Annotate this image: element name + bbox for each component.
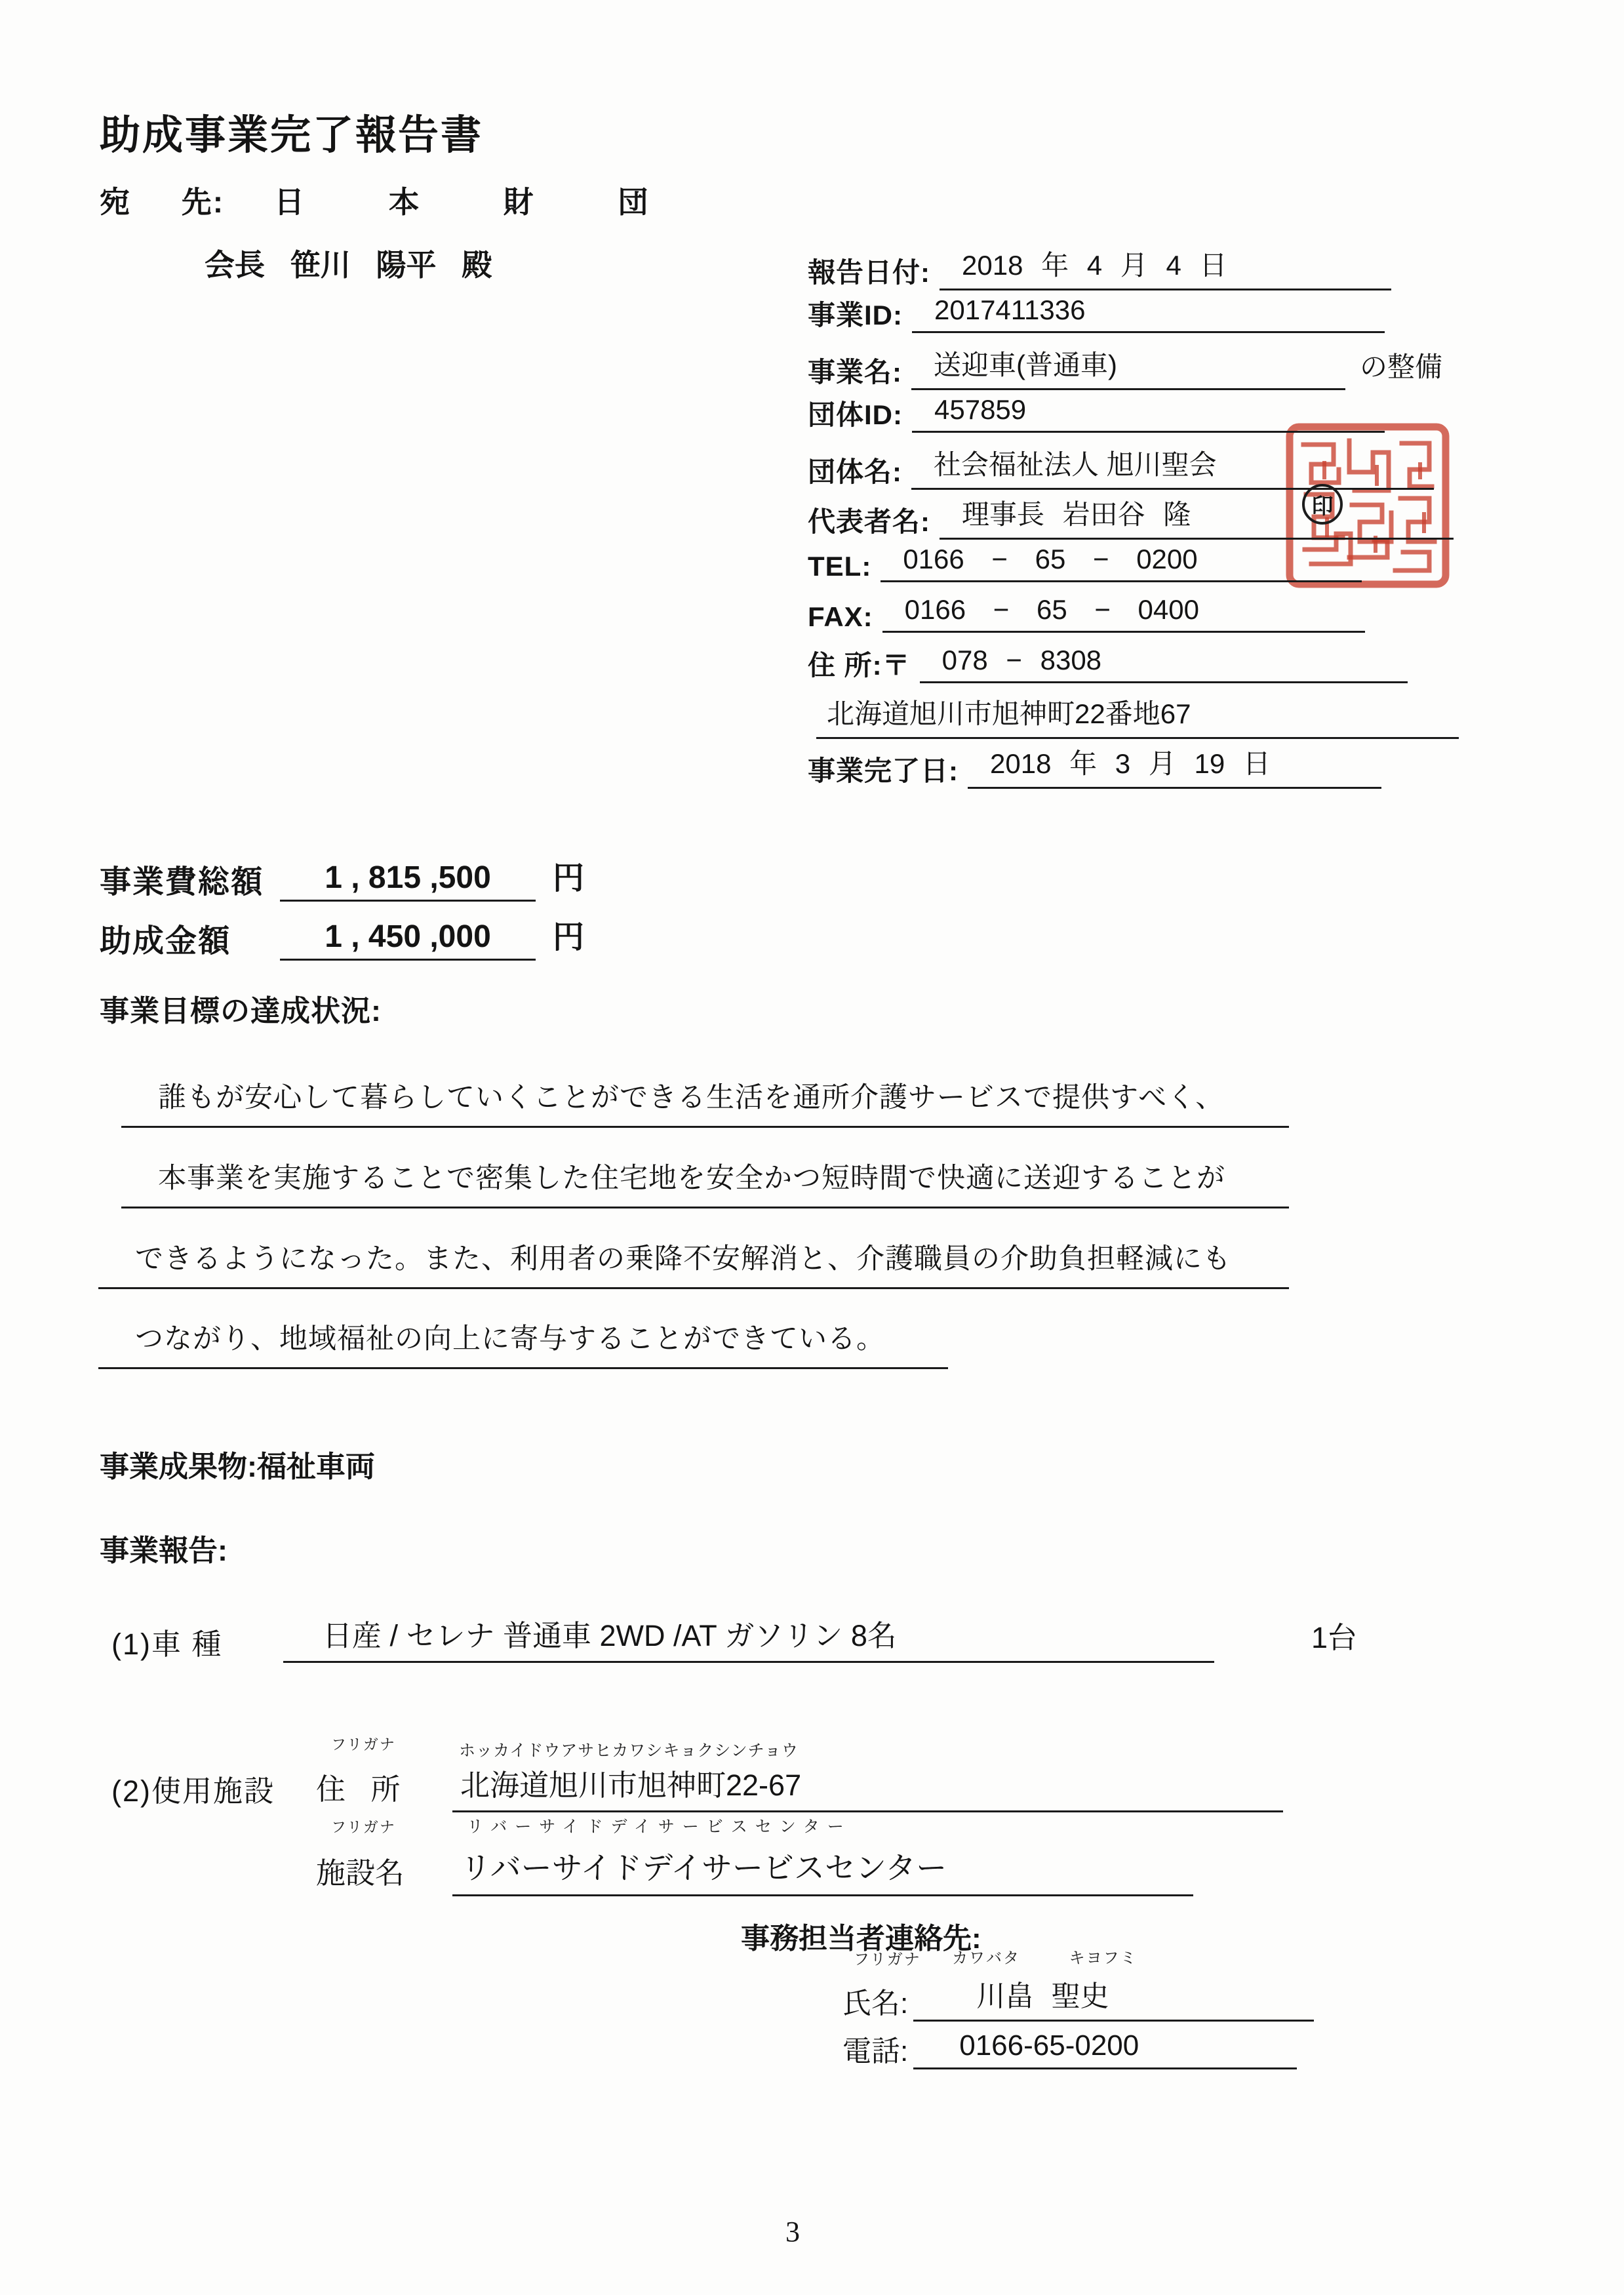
field-label: 事業ID:: [808, 300, 903, 330]
page-number: 3: [785, 2216, 800, 2248]
field-value: 北海道旭川市旭神町22番地67: [816, 692, 1459, 739]
report-heading: 事業報告:: [100, 1534, 228, 1567]
field-value: 理事長 岩田谷 隆: [940, 493, 1454, 540]
contact-tel-value: 0166-65-0200: [913, 2029, 1297, 2069]
total-cost-value: 1 , 815 ,500: [280, 860, 536, 902]
facility-address-furigana-caption: フリガナ: [331, 1736, 396, 1753]
field-label: 報告日付:: [808, 257, 930, 288]
field-value: 0166 − 65 − 0200: [881, 544, 1362, 582]
contact-name-label: 氏名:: [842, 1987, 909, 2020]
goals-line: つながり、地域福祉の向上に寄与することができている。: [98, 1317, 948, 1369]
total-cost-label: 事業費総額: [100, 865, 264, 900]
grant-amount-value: 1 , 450 ,000: [280, 919, 536, 961]
vehicle-row: [111, 1612, 1357, 1663]
field-project-name: [808, 344, 1442, 390]
grant-amount-row: [100, 911, 584, 961]
inkan-mark: 印: [1302, 484, 1343, 525]
field-label: 団体ID:: [808, 399, 903, 430]
field-postal: [808, 644, 1408, 683]
field-value: 457859: [912, 394, 1385, 433]
facility-name-furigana: リバーサイドデイサービスセンター: [467, 1818, 852, 1836]
facility-name-furigana-caption: フリガナ: [331, 1818, 396, 1835]
field-org-id: [808, 393, 1385, 433]
field-value: 2018 年 3 月 19 日: [968, 742, 1381, 789]
addressee-label: 宛 先:: [100, 185, 225, 219]
field-value: 社会福祉法人 旭川聖会: [911, 443, 1434, 490]
goals-line: 誰もが安心して暮らしていくことができる生活を通所介護サービスで提供すべく、: [121, 1075, 1289, 1128]
field-completion-date: [808, 742, 1381, 789]
contact-name-furigana: カワバタ キヨフミ: [952, 1949, 1138, 1967]
deliverable-label: 事業成果物:: [100, 1450, 257, 1483]
field-project-id: [808, 294, 1385, 333]
contact-name-value: 川畠 聖史: [913, 1972, 1314, 2022]
field-label: 事業完了日:: [808, 755, 959, 786]
goals-line: 本事業を実施することで密集した住宅地を安全かつ短時間で快適に送迎することが: [121, 1156, 1289, 1208]
facility-address-furigana: ホッカイドウアサヒカワシキョクシンチョウ: [459, 1742, 799, 1760]
field-value: 2018 年 4 月 4 日: [940, 244, 1391, 290]
field-report-date: [808, 244, 1391, 290]
field-label: FAX:: [808, 601, 873, 632]
facility-name-label: 施設名: [316, 1856, 405, 1890]
vehicle-count: 1台: [1311, 1621, 1358, 1654]
field-org-name: [808, 443, 1434, 490]
vehicle-label: (1)車 種: [111, 1627, 223, 1661]
field-representative: [808, 493, 1454, 540]
field-value: 078 − 8308: [920, 645, 1408, 683]
field-suffix: の整備: [1360, 351, 1443, 382]
field-fax: [808, 594, 1365, 633]
field-value: 送迎車(普通車): [911, 344, 1345, 390]
deliverable-row: [100, 1443, 375, 1485]
vehicle-value: 日産 / セレナ 普通車 2WD /AT ガソリン 8名: [283, 1612, 1214, 1663]
addressee-chairman: 会長 笹川 陽平 殿: [205, 248, 492, 282]
field-value: 2017411336: [912, 294, 1385, 333]
contact-tel-label: 電話:: [842, 2035, 909, 2067]
addressee-line: [100, 178, 648, 222]
facility-address-value: 北海道旭川市旭神町22-67: [452, 1761, 1283, 1812]
deliverable-value: 福祉車両: [257, 1450, 376, 1483]
field-tel: [808, 544, 1362, 582]
field-value: 0166 − 65 − 0400: [882, 594, 1365, 633]
goals-heading: 事業目標の達成状況:: [100, 994, 382, 1028]
total-cost-row: [100, 852, 584, 902]
field-label: 代表者名:: [808, 506, 930, 537]
addressee-recipient: 日 本 財 団: [274, 185, 648, 219]
page-title: 助成事業完了報告書: [100, 113, 484, 158]
field-label: 団体名:: [808, 456, 902, 487]
contact-furigana-caption: フリガナ: [854, 1951, 921, 1968]
field-address: [816, 692, 1459, 739]
goals-line: できるようになった。また、利用者の乗降不安解消と、介護職員の介助負担軽減にも: [98, 1237, 1289, 1289]
grant-amount-label: 助成金額: [100, 924, 231, 959]
field-label: TEL:: [808, 551, 872, 582]
field-label: 住 所:〒: [808, 650, 911, 681]
contact-heading: 事務担当者連絡先:: [741, 1923, 981, 1955]
facility-name-value: リバーサイドデイサービスセンター: [452, 1844, 1193, 1896]
contact-name-row: [842, 1972, 1314, 2022]
grant-amount-unit: 円: [553, 920, 585, 955]
total-cost-unit: 円: [553, 861, 585, 896]
field-label: 事業名:: [808, 357, 902, 388]
facility-label: (2)使用施設: [111, 1774, 275, 1808]
facility-address-label: 住 所: [316, 1772, 401, 1806]
contact-tel-row: [842, 2027, 1297, 2069]
